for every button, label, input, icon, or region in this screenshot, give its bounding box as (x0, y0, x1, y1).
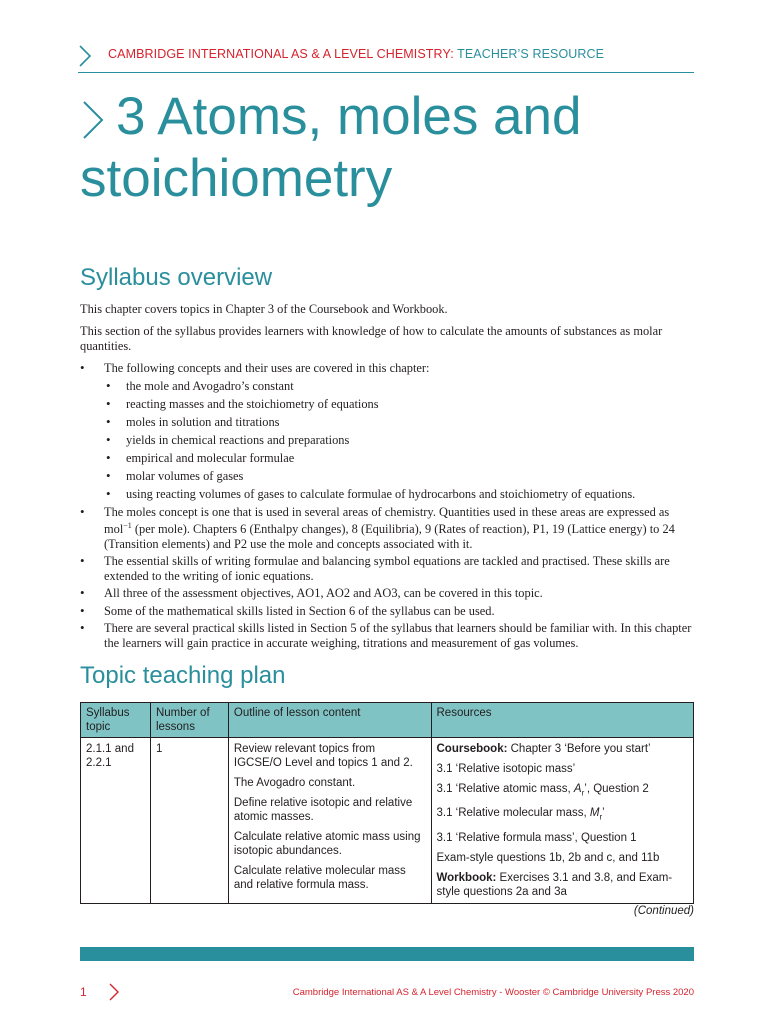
resource-text: ’ (602, 807, 605, 820)
list-item: • moles in solution and titrations (104, 415, 700, 430)
per-mole-superscript: −1 (123, 521, 132, 530)
table-header-row (81, 703, 694, 738)
resource-text: ’, Question 2 (584, 783, 649, 795)
list-item: • reacting masses and the stoichiometry of equations (104, 397, 700, 412)
column-header: Syllabus topic (81, 703, 151, 738)
resource-workbook (437, 871, 689, 899)
syllabus-topic-cell: 2.1.1 and 2.2.1 (81, 738, 151, 904)
running-header (78, 42, 694, 73)
coursebook-label: Coursebook: (436, 743, 508, 755)
subscript-r: r (581, 788, 585, 798)
resource-coursebook (437, 742, 689, 756)
header-resource: TEACHER’S RESOURCE (457, 47, 605, 61)
list-item: • There are several practical skills listed in Section 5 of the syllabus that learners should be familiar with. In this chapter the learners will gain practice in accurate weighing, titrations and measurement of gas volumes. (80, 621, 700, 650)
chapter-title (80, 86, 700, 210)
footer-credit: Cambridge International AS & A Level Chemistry - Wooster © Cambridge University Press 2020 (292, 987, 694, 998)
footer-bar (80, 947, 694, 961)
resource-item (437, 806, 689, 824)
column-header: Number of lessons (150, 703, 228, 738)
resources-cell (431, 738, 694, 904)
continued-text: (Continued) (633, 905, 694, 917)
header-text (108, 47, 604, 61)
resource-item: 3.1 ‘Relative formula mass’, Question 1 (436, 831, 637, 844)
continued-note (634, 905, 694, 917)
bullet-moles-text-a: The moles concept is one that is used in several areas of chemistry. Quantities used in these areas are expressed as mol (104, 504, 670, 537)
outline-item: Calculate relative molecular mass and relative formula mass. (233, 865, 406, 891)
list-item: • The essential skills of writing formulae and balancing symbol equations are tackled and practised. These skills are extended to the writing of ionic equations. (80, 554, 700, 583)
overview-bullet-list (80, 361, 700, 653)
intro-paragraph-2: This section of the syllabus provides learners with knowledge of how to calculate the amounts of substances as molar quantities. (80, 324, 663, 353)
resource-text: 3.1 ‘Relative molecular mass, (436, 807, 590, 820)
subscript-r: r (599, 812, 603, 822)
chapter-title-line1: Atoms, moles and (157, 87, 582, 146)
chapter-title-line2: stoichiometry (80, 149, 393, 208)
teaching-plan-heading: Topic teaching plan (80, 662, 286, 689)
list-item: • using reacting volumes of gases to calculate formulae of hydrocarbons and stoichiometry of equations. (104, 487, 700, 502)
list-item: • Some of the mathematical skills listed in Section 6 of the syllabus can be used. (80, 604, 700, 619)
table-row (81, 738, 694, 904)
intro-paragraph-1: This chapter covers topics in Chapter 3 of the Coursebook and Workbook. (80, 302, 448, 316)
header-series: CAMBRIDGE INTERNATIONAL AS & A LEVEL CHEMISTRY: (108, 47, 454, 61)
outline-item: The Avogadro constant. (233, 777, 356, 789)
outline-cell (228, 738, 431, 904)
outline-item: Calculate relative atomic mass using isotopic abundances. (233, 831, 421, 857)
resource-item: Exam-style questions 1b, 2b and c, and 11b (436, 851, 660, 864)
list-item: • empirical and molecular formulae (104, 451, 700, 466)
chapter-number: 3 (116, 87, 146, 146)
outline-item: Define relative isotopic and relative atomic masses. (233, 797, 413, 823)
symbol-a: A (573, 783, 582, 795)
workbook-text: Exercises 3.1 and 3.8, and Exam-style questions 2a and 3a (436, 871, 673, 898)
outline-item: Review relevant topics from IGCSE/O Level and topics 1 and 2. (233, 743, 413, 769)
coursebook-text: Chapter 3 ‘Before you start’ (507, 743, 651, 755)
list-item (80, 361, 700, 501)
syllabus-overview-heading: Syllabus overview (80, 264, 273, 291)
symbol-m: M (589, 807, 600, 820)
bullet-concepts-intro: The following concepts and their uses are covered in this chapter: (104, 361, 430, 375)
concept-sublist (104, 379, 700, 502)
list-item: • molar volumes of gases (104, 469, 700, 484)
column-header: Outline of lesson content (228, 703, 431, 738)
list-item (80, 505, 700, 552)
bullet-moles-text-b: (per mole). Chapters 6 (Enthalpy changes), 8 (Equilibria), 9 (Rates of reaction), P1, 19 (Lattice energy) to 24 (Transition elements) and P2 use the mole and concepts associated with it. (104, 522, 675, 551)
resource-text: 3.1 ‘Relative atomic mass, (436, 783, 574, 795)
resource-item (437, 782, 689, 800)
list-item: • yields in chemical reactions and preparations (104, 433, 700, 448)
chevron-right-icon (78, 44, 92, 68)
resource-item: 3.1 ‘Relative isotopic mass’ (436, 763, 576, 775)
column-header: Resources (431, 703, 694, 738)
list-item: • All three of the assessment objectives, AO1, AO2 and AO3, can be covered in this topic. (80, 586, 700, 601)
teaching-plan-table (80, 702, 694, 904)
chevron-right-icon (108, 982, 120, 1002)
lessons-cell: 1 (150, 738, 228, 904)
page-number: 1 (80, 985, 87, 999)
list-item: • the mole and Avogadro’s constant (104, 379, 700, 394)
workbook-label: Workbook: (436, 871, 497, 884)
